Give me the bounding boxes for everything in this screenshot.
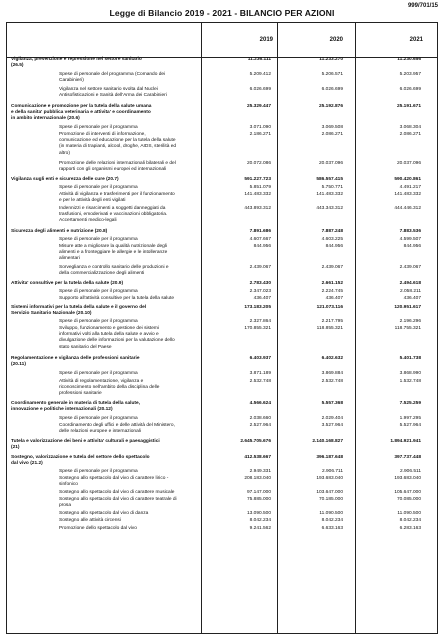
column-header-2020: 2020 xyxy=(329,37,343,43)
value-2021: 5.527.964 xyxy=(399,423,421,428)
value-2020: 2.532.748 xyxy=(321,379,343,384)
value-2020: 586.557.415 xyxy=(316,177,343,182)
row-label: Vigilanza nel settore sanitario svolta dal Nuclei Antisofisticazioni e Sanità dell'Arma dei Carabinieri xyxy=(59,87,167,99)
row-label: Misure atte a migliorare la qualità nutrizionale degli alimenti e a fronteggiare le allergie e le intolleranze alimentari xyxy=(59,244,168,262)
table-row xyxy=(7,326,437,354)
value-2019: 591.227.723 xyxy=(244,177,271,182)
value-2021: 105.647.000 xyxy=(394,490,421,495)
value-2019: 3.071.090 xyxy=(249,125,271,130)
value-2021: 7.883.536 xyxy=(399,229,421,234)
value-2020: 443.343.312 xyxy=(316,206,343,211)
value-2021: 1.894.921.941 xyxy=(390,439,421,444)
row-label: Indennizzi e risarcimenti a soggetti danneggiati da trasfusioni, emoderivati e vaccinazioni obbligatoria. Accertamenti medico-legali xyxy=(59,206,168,224)
value-2019: 5.851.079 xyxy=(249,185,271,190)
row-label: Spese di personale del programma (Comando dei Carabinieri) xyxy=(59,72,166,84)
row-label: Spese di personale per il programma xyxy=(59,371,138,376)
table-row xyxy=(7,265,437,279)
value-2021: 397.737.448 xyxy=(394,455,421,460)
value-2020: 2.140.168.827 xyxy=(312,439,343,444)
table-row xyxy=(7,185,437,192)
value-2020: 121.073.116 xyxy=(316,305,343,310)
value-2019: 2.527.964 xyxy=(249,423,271,428)
value-2021: 2.058.211 xyxy=(400,289,421,294)
program-row xyxy=(7,104,437,125)
value-2021: 3.868.990 xyxy=(399,371,421,376)
value-2019: 25.329.447 xyxy=(246,104,271,109)
table-row xyxy=(7,518,437,526)
value-2021: 2.196.296 xyxy=(399,319,421,324)
value-2019: 2.186.271 xyxy=(249,132,271,137)
value-2021: 5.203.957 xyxy=(399,72,421,77)
value-2019: 173.183.205 xyxy=(244,305,271,310)
value-2020: 3.869.884 xyxy=(321,371,343,376)
value-2020: 2.217.795 xyxy=(321,319,343,324)
value-2020: 2.439.067 xyxy=(321,265,343,270)
row-label: Sistemi informativi per la tutela della salute e il governo del Servizio Sanitario Nazionale (20.10) xyxy=(11,305,147,317)
row-label: Regolamentazione e vigilanza delle professioni sanitarie (20.11) xyxy=(11,356,140,368)
page-title: Legge di Bilancio 2019 - 2021 - BILANCIO PER AZIONI xyxy=(109,8,335,18)
row-label: Vigilanza sugli enti e sicurezza delle cure (20.7) xyxy=(11,177,119,182)
value-2019: 20.072.086 xyxy=(246,161,271,166)
value-2020: 5.750.771 xyxy=(321,185,343,190)
value-2020: 103.647.000 xyxy=(316,490,343,495)
value-2020: 6.402.632 xyxy=(321,356,343,361)
value-2019: 2.532.748 xyxy=(249,379,271,384)
value-2021: 1.997.295 xyxy=(399,416,421,421)
value-2019: 2.038.660 xyxy=(249,416,271,421)
value-2019: 2.439.067 xyxy=(249,265,271,270)
program-row xyxy=(7,281,437,289)
table-row xyxy=(7,511,437,518)
value-2021: 6.026.699 xyxy=(399,87,421,92)
program-row xyxy=(7,57,437,72)
value-2021: 193.683.040 xyxy=(394,476,421,481)
table-row xyxy=(7,161,437,175)
value-2021: 120.951.617 xyxy=(394,305,421,310)
row-label: Sostegno allo spettacolo dal vivo di carattere musicale xyxy=(59,490,175,495)
table-row xyxy=(7,72,437,87)
value-2019: 412.538.667 xyxy=(244,455,271,460)
value-2020: 25.192.876 xyxy=(318,104,343,109)
value-2021: 11.090.500 xyxy=(397,511,421,516)
table-row xyxy=(7,379,437,399)
value-2021: 4.599.507 xyxy=(399,237,421,242)
value-2021: 8.042.234 xyxy=(399,518,421,523)
value-2019: 436.407 xyxy=(253,296,271,301)
value-2020: 2.661.152 xyxy=(321,281,343,286)
value-2020: 20.037.096 xyxy=(318,161,343,166)
program-row xyxy=(7,229,437,237)
value-2021: 444.446.312 xyxy=(394,206,421,211)
value-2021: 2.906.511 xyxy=(400,469,421,474)
value-2020: 6.026.699 xyxy=(321,87,343,92)
value-2021: 2.086.271 xyxy=(399,132,421,137)
value-2020: 193.683.040 xyxy=(316,476,343,481)
value-2020: 141.483.332 xyxy=(316,192,343,197)
value-2020: 2.906.711 xyxy=(322,469,343,474)
row-label: Sicurezza degli alimenti e nutrizione (20.8) xyxy=(11,229,108,234)
value-2020: 5.206.571 xyxy=(321,72,343,77)
value-2019: 75.885.000 xyxy=(246,497,271,502)
value-2020: 2.086.271 xyxy=(321,132,343,137)
table-row xyxy=(7,296,437,303)
table-row xyxy=(7,423,437,437)
program-row xyxy=(7,401,437,416)
row-label: Promozione dello spettacolo dal vivo xyxy=(59,526,137,531)
value-2021: 20.037.096 xyxy=(396,161,421,166)
value-2019: 5.209.412 xyxy=(249,72,271,77)
value-2019: 443.893.312 xyxy=(244,206,271,211)
value-2021: 5.401.738 xyxy=(399,356,421,361)
row-label: Spese di personale per il programma xyxy=(59,237,138,242)
table-row xyxy=(7,490,437,497)
value-2020: 70.185.000 xyxy=(318,497,343,502)
value-2021: 6.283.163 xyxy=(399,526,421,531)
row-label: Promozione delle relazioni internazionali bilaterali e del rapporti con gli organismi europei ed internazionali xyxy=(59,161,176,173)
value-2021: 844.956 xyxy=(403,244,421,249)
value-2020: 8.042.234 xyxy=(321,518,343,523)
table-body xyxy=(7,57,437,534)
row-label: Sostegno, valorizzazione e tutela del settore dello spettacolo dal vivo (21.2) xyxy=(11,455,150,467)
table-row xyxy=(7,206,437,227)
row-label: Tutela e valorizzazione dei beni e attivita' culturali e paesaggistici (21) xyxy=(11,439,160,451)
value-2019: 4.566.624 xyxy=(249,401,271,406)
value-2021: 7.525.259 xyxy=(399,401,421,406)
row-label: Sostegno allo spettacolo dal vivo di danza xyxy=(59,511,149,516)
column-header-2021: 2021 xyxy=(409,37,423,43)
row-label: Comunicazione e promozione per la tutela della salute umana e della sanita' pubblica veterinaria e attivita' e coordinamento in ambito internazionale (20.6) xyxy=(11,104,152,122)
table-row xyxy=(7,237,437,244)
value-2021: 2.439.067 xyxy=(399,265,421,270)
value-2019: 2.949.331 xyxy=(249,469,271,474)
value-2019: 13.090.500 xyxy=(246,511,271,516)
row-label: Spese di personale per il programma xyxy=(59,125,138,130)
table-row xyxy=(7,244,437,265)
value-2020: 5.557.368 xyxy=(321,401,343,406)
value-2021: 11.230.656 xyxy=(397,57,421,62)
value-2020: 2.224.745 xyxy=(321,289,343,294)
value-2019: 97.147.000 xyxy=(246,490,271,495)
value-2019: 208.183.040 xyxy=(244,476,271,481)
value-2021: 3.068.304 xyxy=(399,125,421,130)
row-label: Spese di personale per il programma xyxy=(59,469,138,474)
value-2021: 118.755.321 xyxy=(394,326,421,331)
row-label: Attività di regolamentazione, vigilanza e riconoscimento nell'ambito della disciplina delle professioni sanitarie xyxy=(59,379,160,397)
row-label: Spese di personale per il programma xyxy=(59,416,138,421)
program-row xyxy=(7,455,437,469)
value-2019: 2.327.864 xyxy=(249,319,271,324)
value-2020: 3.527.964 xyxy=(321,423,343,428)
value-2019: 2.347.023 xyxy=(249,289,271,294)
value-2020: 436.407 xyxy=(325,296,343,301)
value-2021: 590.420.861 xyxy=(394,177,421,182)
value-2019: 3.871.189 xyxy=(249,371,271,376)
row-label: Sostegno allo spettacolo dal vivo di carattere teatrale di prosa xyxy=(59,497,177,509)
row-label: Sostegno allo spettacolo dal vivo di carattere lirico - sinfonico xyxy=(59,476,169,488)
value-2020: 396.187.648 xyxy=(316,455,343,460)
row-label: Sostegno alle attività circensi xyxy=(59,518,121,523)
table-row xyxy=(7,526,437,534)
row-label: Sviluppo, funzionamento e gestione dei sistemi informativi volti alla tutela della salute e avvio e divulgazione delle informazioni per la valutazione dello stato sanitario del Paese xyxy=(59,326,175,350)
row-label: Attività di vigilanza e trasferimenti per il funzionamento e per le attività degli enti vigilati xyxy=(59,192,175,204)
value-2019: 8.042.234 xyxy=(249,518,271,523)
table-row xyxy=(7,469,437,476)
value-2020: 2.029.404 xyxy=(321,416,343,421)
row-label: Spese di personale per il programma xyxy=(59,319,138,324)
row-label: Promozione di interventi di informazione, comunicazione ed educazione per la tutela della salute (in materia di trapianti, alcool, droghe, AIDS, sterilità ed altro) xyxy=(59,132,177,156)
row-label: Supporto all'attività consultive per la tutela della salute xyxy=(59,296,175,301)
value-2021: 2.494.618 xyxy=(399,281,421,286)
value-2019: 9.241.562 xyxy=(249,526,271,531)
row-label: Coordinamento degli uffici e delle attività del Ministero, delle relazioni europee e internazionali xyxy=(59,423,175,435)
value-2020: 844.956 xyxy=(325,244,343,249)
value-2019: 4.607.667 xyxy=(249,237,271,242)
row-label: Vigilanza, prevenzione e repressione nel settore sanitario (26.5) xyxy=(11,57,142,69)
value-2019: 6.026.699 xyxy=(249,87,271,92)
row-label: Spese di personale per il programma xyxy=(59,185,138,190)
table-row xyxy=(7,87,437,102)
value-2019: 2.645.705.676 xyxy=(240,439,271,444)
value-2020: 3.069.508 xyxy=(321,125,343,130)
value-2021: 436.407 xyxy=(403,296,421,301)
value-2019: 170.855.321 xyxy=(244,326,271,331)
budget-table xyxy=(6,22,438,634)
value-2019: 11.236.111 xyxy=(247,57,271,62)
program-row xyxy=(7,356,437,371)
table-row xyxy=(7,497,437,511)
table-header xyxy=(7,23,437,58)
value-2021: 70.085.000 xyxy=(396,497,421,502)
value-2019: 141.483.332 xyxy=(244,192,271,197)
program-row xyxy=(7,177,437,185)
row-label: Attivita' consultive per la tutela della salute (20.9) xyxy=(11,281,124,286)
page-id: 999/701/15 xyxy=(407,3,438,9)
column-header-2019: 2019 xyxy=(259,37,273,43)
table-row xyxy=(7,319,437,326)
value-2021: 25.191.671 xyxy=(396,104,421,109)
table-row xyxy=(7,192,437,206)
row-label: Coordinamento generale in materia di tutela della salute, innovazione e politiche internazionali (20.12) xyxy=(11,401,141,413)
table-row xyxy=(7,416,437,423)
program-row xyxy=(7,305,437,319)
value-2019: 7.891.686 xyxy=(249,229,271,234)
row-label: Spese di personale per il programma xyxy=(59,289,138,294)
value-2021: 4.491.217 xyxy=(399,185,421,190)
value-2020: 6.633.163 xyxy=(321,526,343,531)
value-2021: 141.483.332 xyxy=(394,192,421,197)
mission-row xyxy=(7,439,437,453)
value-2020: 11.090.500 xyxy=(319,511,343,516)
value-2020: 118.855.321 xyxy=(316,326,343,331)
value-2020: 7.887.248 xyxy=(321,229,343,234)
value-2020: 11.233.270 xyxy=(319,57,343,62)
table-row xyxy=(7,132,437,161)
value-2019: 844.956 xyxy=(253,244,271,249)
table-row xyxy=(7,476,437,490)
value-2021: 1.532.748 xyxy=(399,379,421,384)
value-2019: 2.783.430 xyxy=(249,281,271,286)
row-label: Sorveglianza e controllo sanitario delle produzioni e della commercializzazione degli alimenti xyxy=(59,265,169,277)
value-2020: 4.603.225 xyxy=(321,237,343,242)
table-row xyxy=(7,289,437,296)
table-row xyxy=(7,371,437,379)
table-row xyxy=(7,125,437,132)
value-2019: 6.403.937 xyxy=(249,356,271,361)
